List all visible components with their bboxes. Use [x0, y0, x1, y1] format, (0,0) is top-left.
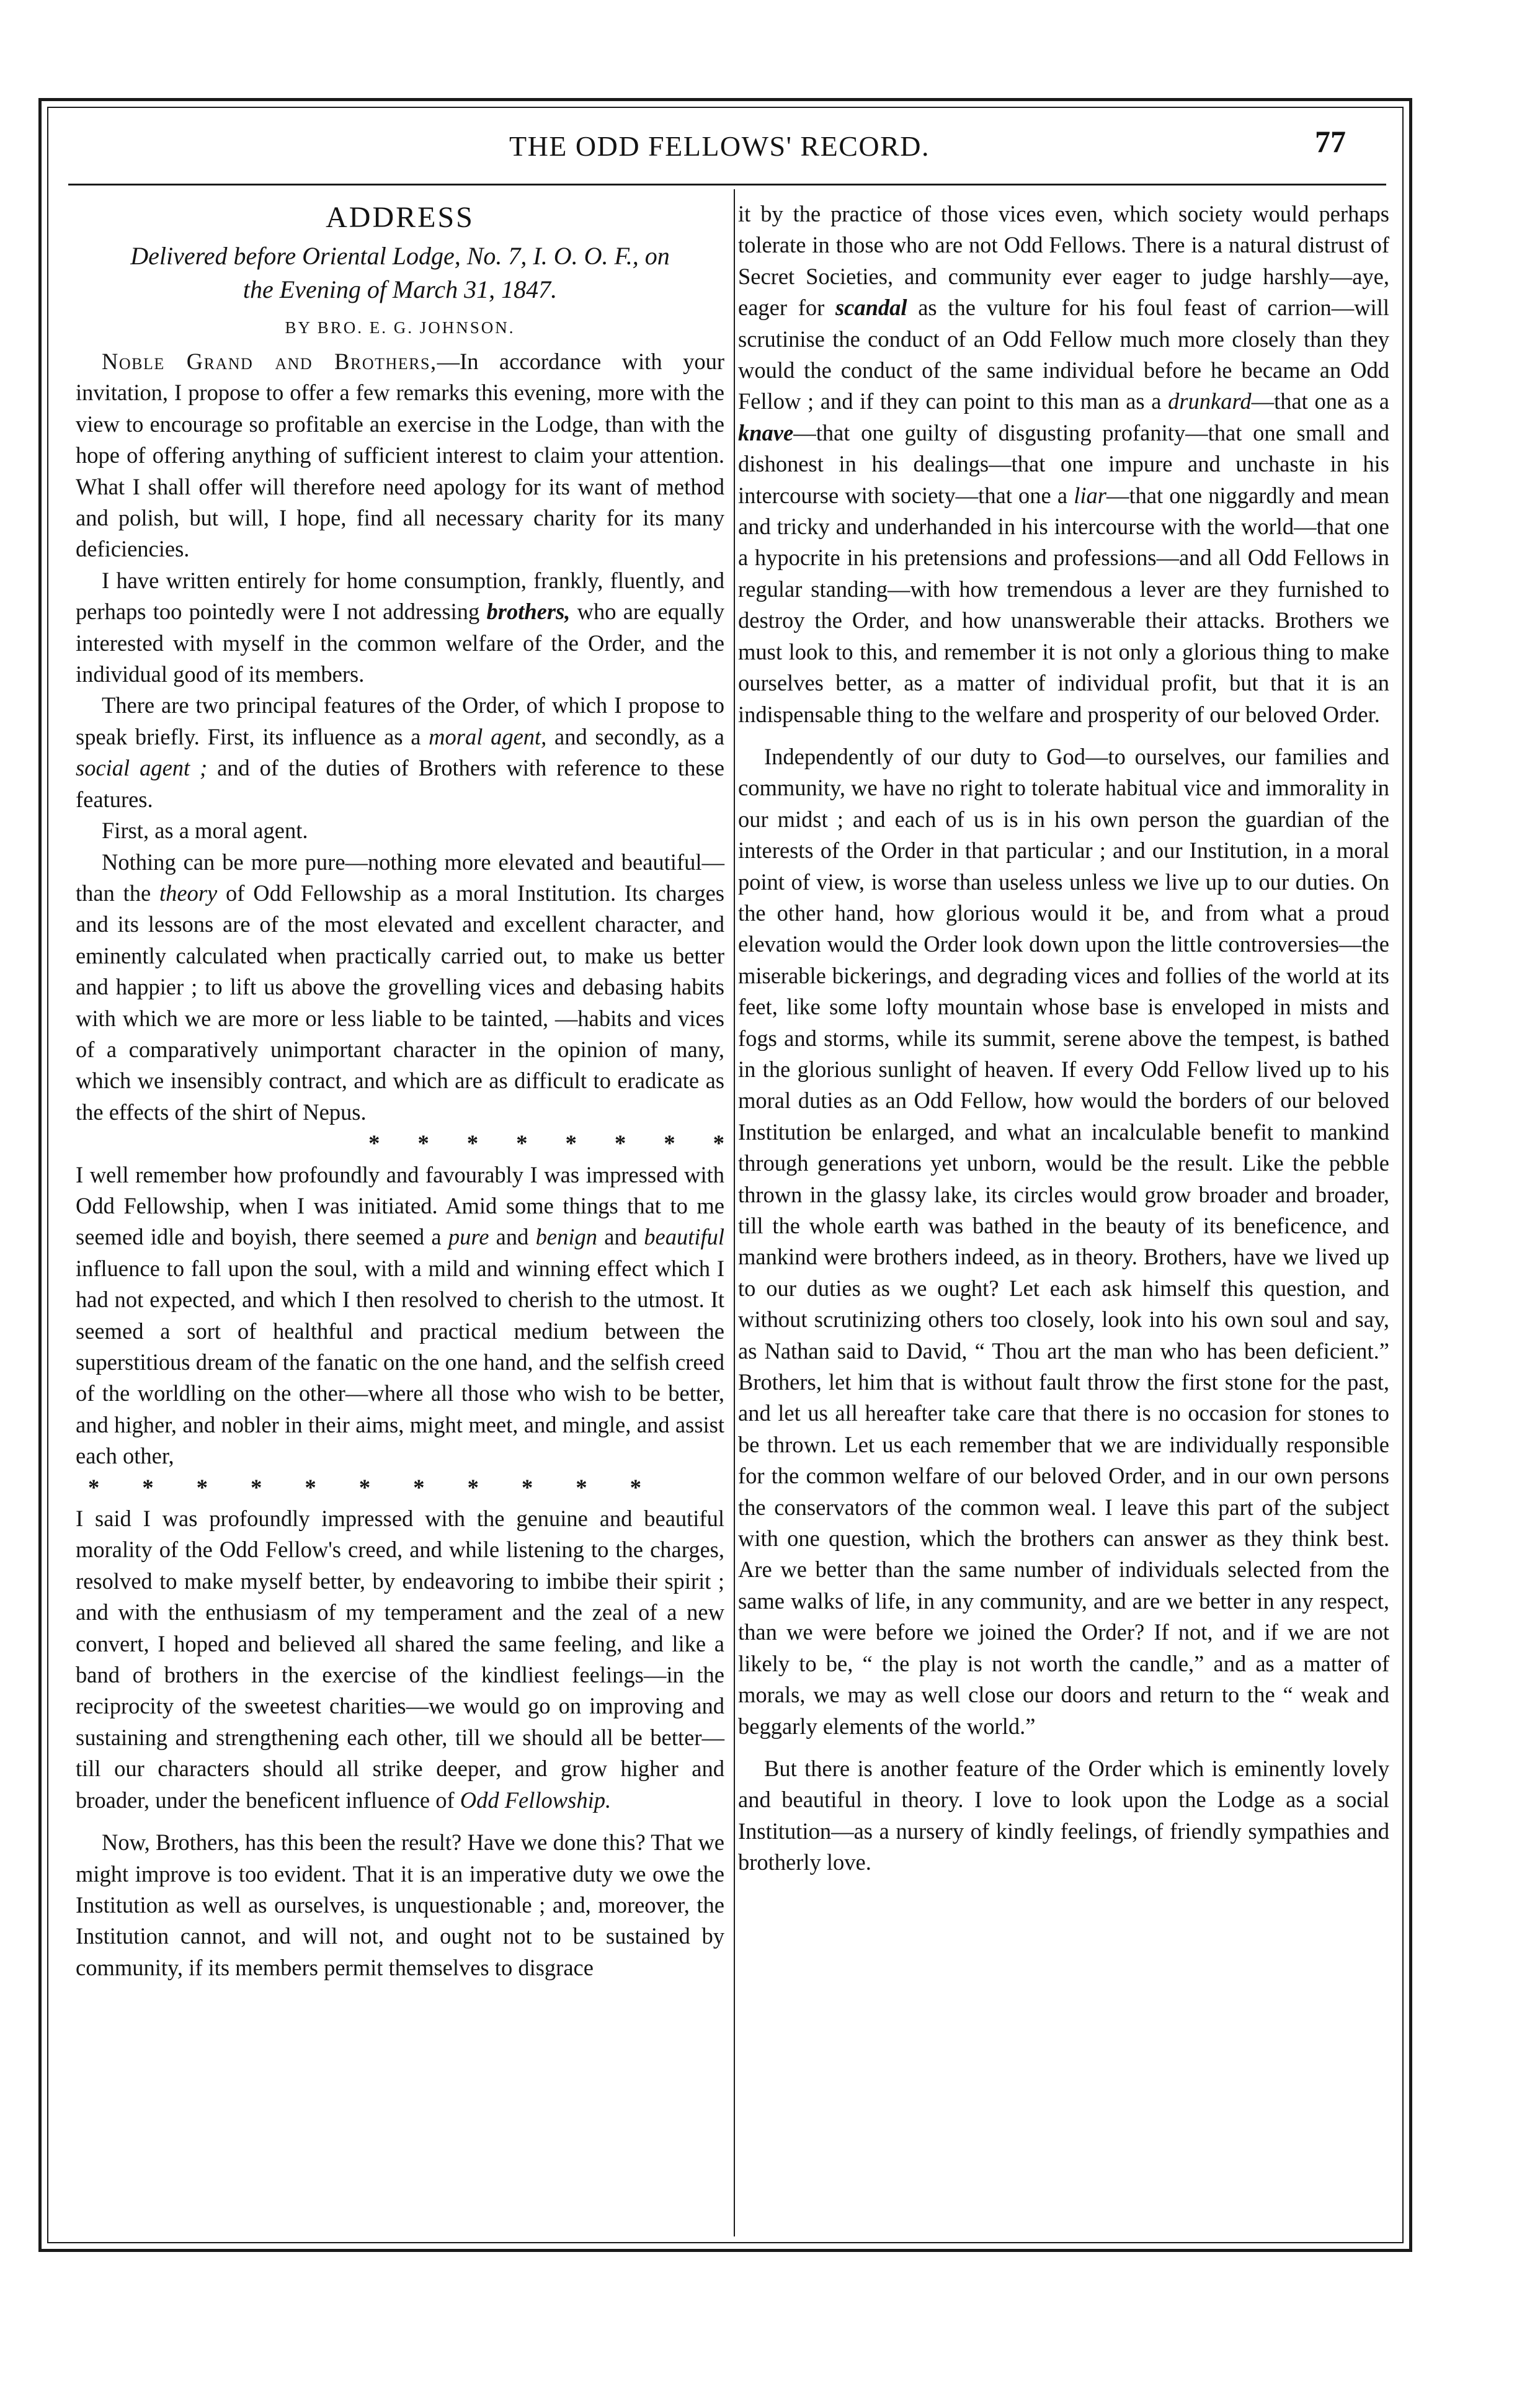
paragraph: Independently of our duty to God—to ourselves, our families and community, we have no right to tolerate habitual vice and immorality in our midst ; and each of us is in his own person the guardian of the interests of the Order in that particular ; and our Institution, in a moral point of view, is worse than useless unless we live up to our duties. On the other hand, how glorious would it be, and from what a proud elevation would the Order look down upon the little controversies—the miserable bickerings, and degrading vices and follies of the world at its feet, like some lofty mountain whose base is enveloped in mists and fogs and storms, while its summit, serene above the tempest, is bathed in the glorious sunlight of heaven. If every Odd Fellow lived up to his moral duties as an Odd Fellow, how would the borders of our beloved Institution be enlarged, and what an incalculable benefit to mankind through generations yet unborn, would be the result. Like the pebble thrown in the glassy lake, its circles would grow broader and broader, till the whole earth was bathed in the beauty of its beneficence, and mankind were brothers indeed, as in theory. Brothers, have we lived up to our duties as we ought? Let each ask himself this question, and without scrutinizing others too closely, look into his own soul and say, as Nathan said to David, “ Thou art the man who has been deficient.” Brothers, let him that is without fault throw the first stone for the past, and let us all hereafter take care that there is no occasion for stones to be thrown. Let us each remember that we are individually responsible for the common welfare of our beloved Order, and in our own persons the conservators of the common weal. I leave this part of the subject with one question, which the brothers can answer as they think best. Are we better than the same number of individuals selected from the same walks of life, in any community, and are we better in any respect, than we were before we joined the Order? If not, and if we are not likely to be, “ the play is not worth the candle,” and as a matter of morals, we may as well close our doors and return to the “ weak and beggarly elements of the world.” [738, 743, 1389, 1739]
emphasis: beautiful [644, 1224, 725, 1250]
page-number: 77 [1315, 124, 1346, 159]
paragraph-text: it by the practice of those vices even, which society would perhaps tolerate in those who are not Odd Fellows. There is a natural distrust of Secret Societies, and community ever eager to judge harshly—aye, eager for [738, 201, 1389, 321]
paragraph-text: as the vulture for his foul feast of carrion—will scrutinise the conduct of an Odd Fellow much more closely than they would the conduct of the same individual before he became an Odd Fellow ; and if they can point to this man as a [738, 295, 1389, 414]
section-break-stars [76, 1128, 724, 1159]
paragraph-text: I said I was profoundly impressed with the genuine and beautiful morality of the Odd Fellow's creed, and while listening to the charges, resolved to make myself better, by endeavoring to imbibe their spirit ; and with the enthusiasm of my temperament and the zeal of a new convert, I hoped and believed all shared the same feeling, and like a band of brothers in the exercise of the kindliest feelings—in the reciprocity of the sweetest charities—we would go on improving and sustaining and strengthening each other, till we should all be better—till our characters should all strike deeper, and grow higher and broader, under the beneficent influence of [76, 1506, 724, 1813]
stars-text: * * * * * * * * * * * [88, 1474, 641, 1500]
paragraph: First, as a moral agent. [102, 818, 308, 844]
spacer [738, 1742, 1389, 1753]
emphasis: brothers, [486, 599, 571, 625]
paragraph [76, 1159, 724, 1472]
paragraph-text: —that one as a [1251, 388, 1389, 414]
paragraph-text: of Odd Fellowship as a moral Institution. Its charges and its lessons are of the most elevated and excellent character, and eminently calculated when practically carried out, to make us better and happier ; to lift us above the grovelling vices and debasing habits with which we are more or less liable to be tainted, —habits and vices of a comparatively unimportant character in the opinion of many, which we insensibly contract, and which are as difficult to eradicate as the effects of the shirt of Nepus. [76, 880, 725, 1125]
paragraph-text: There are two principal features of the Order, of which I propose to speak briefly. First, its influence as a [76, 692, 724, 749]
paragraph: But there is another feature of the Order which is eminently lovely and beautiful in theory. I love to look upon the Lodge as a social Institution—as a nursery of kindly feelings, of friendly sympathies and brotherly love. [738, 1755, 1389, 1875]
running-title: THE ODD FELLOWS' RECORD. [509, 130, 930, 162]
paragraph-text: and of the duties of Brothers with reference to these features. [76, 755, 725, 812]
left-column [76, 199, 724, 1983]
stars-text: * * * * * * * * [368, 1130, 724, 1156]
emphasis: moral agent, [429, 723, 547, 749]
paragraph [76, 346, 724, 565]
paragraph [76, 1503, 724, 1816]
paragraph-text: I well remember how profoundly and favourably I was impressed with Odd Fellowship, when I was initiated. Amid some things that to me seemed idle and boyish, there seemed a [76, 1161, 724, 1250]
spacer [76, 1816, 724, 1827]
article-title: ADDRESS [326, 201, 474, 234]
paragraph [76, 690, 724, 815]
right-column [738, 199, 1389, 1879]
paragraph-text: I have written entirely for home consumption, frankly, fluently, and perhaps too pointedly were I not addressing [76, 567, 724, 625]
paragraph [76, 847, 724, 1128]
emphasis: pure [448, 1224, 489, 1250]
paragraph [76, 565, 724, 690]
article-subtitle-line2: the Evening of March 31, 1847. [243, 275, 558, 303]
paragraph-text: —In accordance with your invitation, I propose to offer a few remarks this evening, more with the view to encourage so profitable an exercise in the Lodge, than with the hope of offering anything of sufficient interest to claim your attention. What I shall offer will therefore need apology for its want of method and polish, but will, I hope, find all necessary charity for its many deficiencies. [76, 349, 724, 562]
paragraph-text: —that one guilty of disgusting profanity—that one small and dishonest in his dealings—that one impure and unchaste in his intercourse with society—that one a [738, 419, 1389, 508]
article-byline: BY BRO. E. G. JOHNSON. [285, 318, 515, 337]
emphasis: liar [1074, 482, 1106, 508]
paragraph-text: —that one niggardly and mean and tricky and underhanded in his intercourse with the world—that one a hypocrite in his pretensions and professions—and all Odd Fellows in regular standing—with how tremendous a lever are they furnished to destroy the Order, and how unanswerable their attacks. Brothers we must look to this, and remember it is not only a glorious thing to make ourselves better, as a matter of individual profit, but that it is an indispensable thing to the welfare and prosperity of our beloved Order. [738, 482, 1389, 727]
section-break-stars [76, 1472, 724, 1503]
paragraph-text: influence to fall upon the soul, with a mild and winning effect which I had not expected, and which I then resolved to cherish to the utmost. It seemed a sort of healthful and practical medium between the superstitious dream of the fanatic on the one hand, and the selfish creed of the worldling on the other—where all those who wish to be better, and higher, and nobler in their aims, might meet, and mingle, and assist each other, [76, 1255, 724, 1469]
header-rule [68, 184, 1386, 185]
emphasis: theory [159, 880, 218, 906]
paragraph-text: Nothing can be more pure—nothing more elevated and beautiful—than the [76, 849, 724, 906]
salutation: Noble Grand and Brothers, [102, 349, 437, 374]
paragraph-text: and [489, 1224, 536, 1250]
paragraph [738, 199, 1389, 730]
emphasis: benign [535, 1224, 597, 1250]
paragraph-text: and [597, 1224, 644, 1250]
emphasis: drunkard [1168, 388, 1252, 414]
emphasis: knave [738, 419, 794, 445]
column-divider [734, 189, 735, 2236]
paragraph-text: who are equally interested with myself in the common welfare of the Order, and the individual good of its members. [76, 599, 724, 687]
spacer [738, 730, 1389, 741]
emphasis: social agent ; [76, 755, 208, 781]
article-subtitle [76, 239, 724, 306]
paragraph-text: and secondly, as a [546, 723, 725, 749]
emphasis: scandal [835, 295, 907, 321]
paragraph: Now, Brothers, has this been the result? Have we done this? That we might improve is too evident. That it is an imperative duty we owe the Institution as well as ourselves, is unquestionable ; and, moreover, the Institution cannot, and will not, and ought not to be sustained by community, if its members permit themselves to disgrace [76, 1829, 724, 1980]
emphasis: Odd Fellowship. [460, 1787, 612, 1813]
article-subtitle-line1: Delivered before Oriental Lodge, No. 7, I. O. O. F., on [130, 242, 670, 270]
